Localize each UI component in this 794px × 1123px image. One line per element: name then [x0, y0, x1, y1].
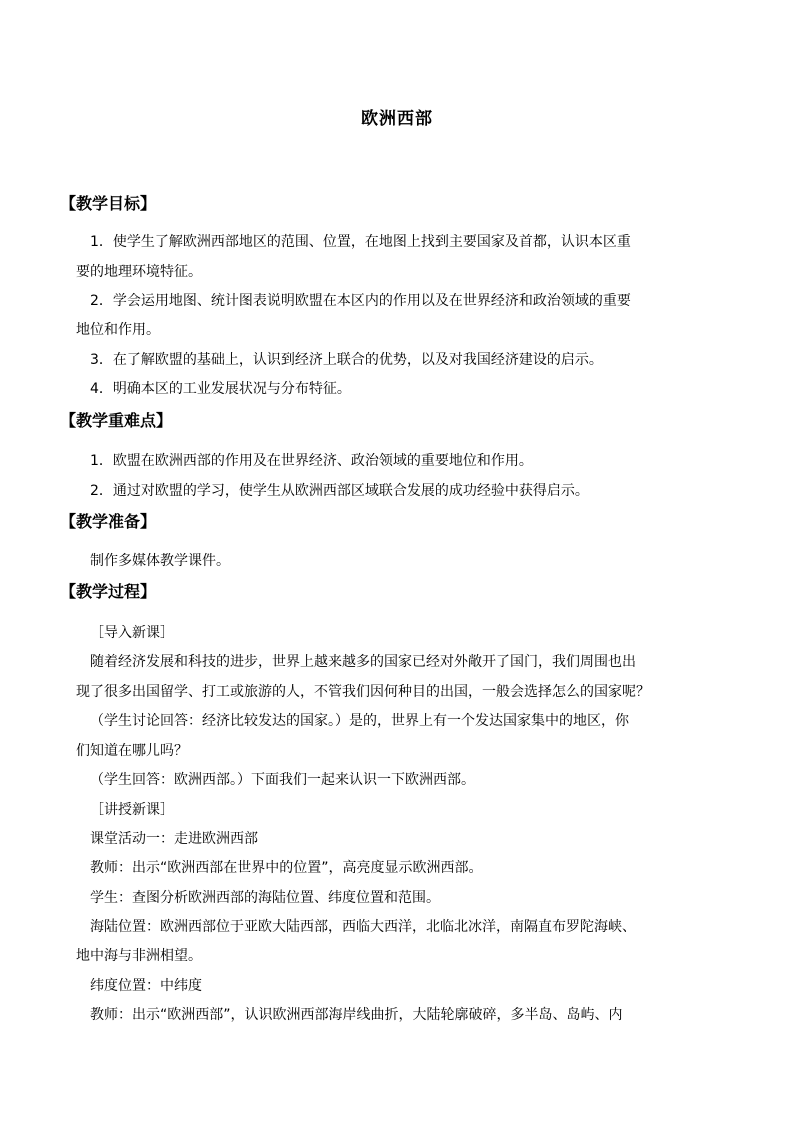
goals-line-5: 3．在了解欧盟的基础上，认识到经济上联合的优势，以及对我国经济建设的启示。	[90, 352, 603, 368]
goals-line-3: 2．学会运用地图、统计图表说明欧盟在本区内的作用以及在世界经济和政治领域的重要	[90, 293, 631, 309]
page-title: 欧洲西部	[361, 109, 433, 129]
section-heading-goals: 【教学目标】	[60, 194, 157, 213]
process-line-6: （学生回答：欧洲西部。）下面我们一起来认识一下欧洲西部。	[90, 772, 475, 788]
section-heading-preparation: 【教学准备】	[60, 512, 157, 531]
process-line-14: 教师：出示“欧洲西部”，认识欧洲西部海岸线曲折，大陆轮廓破碎，多半岛、岛屿、内	[90, 1007, 623, 1023]
goals-line-1: 1．使学生了解欧洲西部地区的范围、位置，在地图上找到主要国家及首都，认识本区重	[90, 234, 631, 250]
process-line-12: 地中海与非洲相望。	[76, 948, 202, 964]
process-line-9: 教师：出示“欧洲西部在世界中的位置”，高亮度显示欧洲西部。	[90, 860, 483, 876]
section-heading-process: 【教学过程】	[60, 582, 157, 601]
process-line-7: ［讲授新课］	[90, 802, 174, 818]
preparation-line-1: 制作多媒体教学课件。	[90, 553, 230, 569]
process-line-4: （学生讨论回答：经济比较发达的国家。）是的，世界上有一个发达国家集中的地区，你	[90, 713, 629, 729]
process-line-10: 学生：查图分析欧洲西部的海陆位置、纬度位置和范围。	[90, 890, 440, 906]
key-points-line-2: 2．通过对欧盟的学习，使学生从欧洲西部区域联合发展的成功经验中获得启示。	[90, 483, 589, 499]
goals-line-6: 4．明确本区的工业发展状况与分布特征。	[90, 381, 351, 397]
goals-line-2: 要的地理环境特征。	[76, 264, 202, 280]
goals-line-4: 地位和作用。	[76, 322, 160, 338]
process-line-8: 课堂活动一：走进欧洲西部	[90, 831, 258, 847]
process-line-1: ［导入新课］	[90, 625, 174, 641]
process-line-2: 随着经济发展和科技的进步，世界上越来越多的国家已经对外敞开了国门，我们周围也出	[90, 654, 636, 670]
process-line-13: 纬度位置：中纬度	[90, 978, 202, 994]
key-points-line-1: 1．欧盟在欧洲西部的作用及在世界经济、政治领域的重要地位和作用。	[90, 453, 533, 469]
process-line-11: 海陆位置：欧洲西部位于亚欧大陆西部，西临大西洋，北临北冰洋，南隔直布罗陀海峡、	[90, 919, 636, 935]
section-heading-key-points: 【教学重难点】	[60, 411, 173, 430]
process-line-5: 们知道在哪儿吗？	[76, 743, 188, 759]
process-line-3: 现了很多出国留学、打工或旅游的人，不管我们因何种目的出国，一般会选择怎么的国家呢？	[76, 684, 650, 700]
